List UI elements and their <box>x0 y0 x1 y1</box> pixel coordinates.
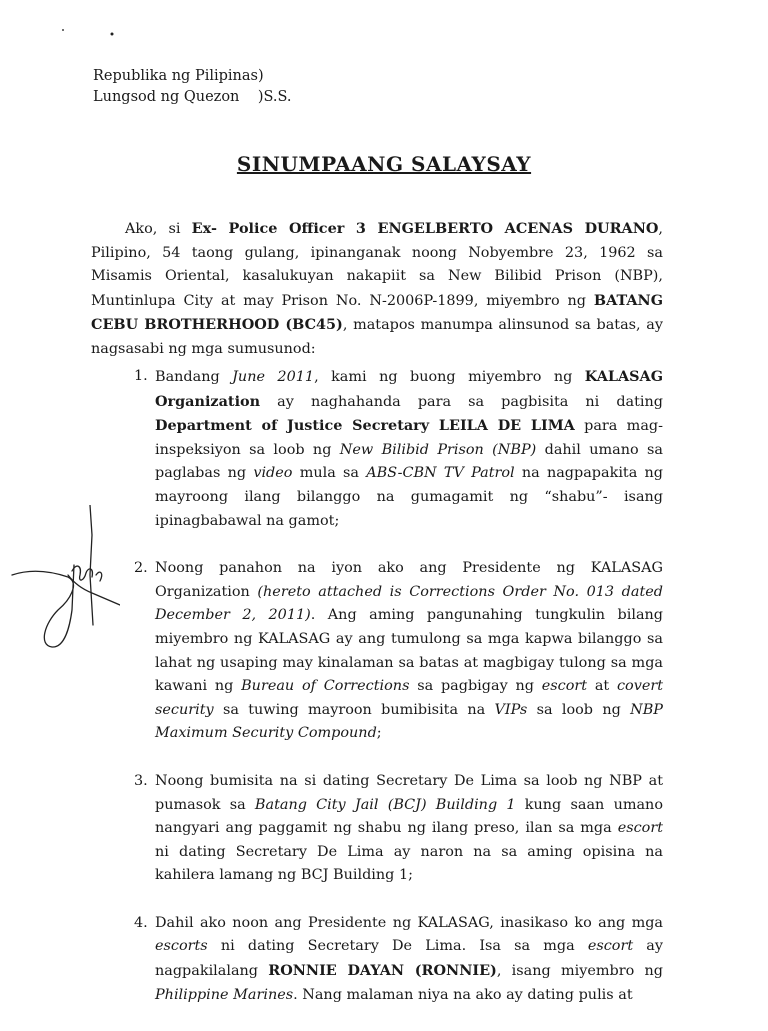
header-line-2: Lungsod ng Quezon )S.S. <box>93 89 292 105</box>
statement-text: Department of Justice Secretary LEILA DE LIMA <box>155 417 575 435</box>
signature-stroke <box>96 572 102 581</box>
statement-text: Bureau of Corrections <box>241 678 410 695</box>
statement-number: 1. <box>134 368 148 384</box>
intro-paragraph <box>91 217 663 362</box>
statement-text: covert security <box>155 678 664 718</box>
signature-stroke <box>72 566 92 580</box>
statement-text: Philippine Marines <box>155 986 294 1003</box>
statement-text: dahil umano sa paglabas ng <box>155 441 663 482</box>
statement-text: . Ang aming pangunahing tungkulin bilang miyembro ng KALASAG ay ang tumulong sa mga kapwa bilanggo sa lahat ng usaping may kinalaman sa batas at magbigay tulong sa mga kawani ng <box>155 607 663 695</box>
scan-specks <box>0 0 768 60</box>
statement-text: VIPs <box>494 701 528 718</box>
gang-name: BATANG CEBU BROTHERHOOD (BC45) <box>91 291 663 334</box>
statement-text: escort <box>587 938 634 955</box>
statement-text: sa loob ng <box>527 701 631 718</box>
intro-text-2: , Pilipino, 54 taong gulang, ipinanganak noong Nobyembre 23, 1962 sa Misamis Oriental, kasalukuyan nakapiit sa New Bilibid Prison (NBP), Muntinlupa City at may Prison No. N-2006P-1899, miyembro ng <box>91 221 663 309</box>
affiant-name: Ex- Police Officer 3 ENGELBERTO ACENAS DURANO <box>191 220 659 237</box>
statement-item <box>122 557 663 746</box>
statement-text: , isang miyembro ng <box>496 963 663 980</box>
signature-stroke <box>12 565 74 647</box>
signature-stroke <box>68 575 120 605</box>
scan-speck <box>62 29 64 31</box>
statement-text: ay naghahanda para sa pagbisita ni dating <box>260 393 663 410</box>
intro-text-3: , matapos manumpa alinsunod sa batas, ay nagsasabi ng mga sumusunod: <box>91 317 663 357</box>
statement-text: . Nang malaman niya na ako ay dating pulis at <box>293 986 633 1003</box>
statement-text: escorts <box>155 938 208 955</box>
statement-text: (hereto attached is Corrections Order No. 013 dated December 2, 2011) <box>155 583 663 624</box>
statement-text: video <box>253 465 293 482</box>
statement-text: escort <box>617 820 663 837</box>
statement-text: New Bilibid Prison (NBP) <box>339 441 537 458</box>
jurisdiction-header <box>93 66 292 108</box>
statement-text: June 2011 <box>232 369 315 385</box>
statement-text: ; <box>376 725 382 742</box>
statement-item <box>122 365 663 533</box>
statement-number: 4. <box>134 914 148 931</box>
statement-text: RONNIE DAYAN (RONNIE) <box>268 962 497 980</box>
numbered-statements <box>122 365 663 1031</box>
statement-item <box>122 770 663 888</box>
statement-text: mula sa <box>292 465 367 482</box>
statement-number: 2. <box>134 560 148 577</box>
handwritten-signature <box>10 505 120 655</box>
statement-number: 3. <box>134 772 148 789</box>
statement-text: ni dating Secretary De Lima ay naron na sa aming opisina na kahilera lamang ng BCJ Building 1; <box>155 843 663 884</box>
statement-text: Bandang <box>155 369 233 385</box>
signature-stroke <box>90 505 93 625</box>
statement-text: para mag-inspeksiyon sa loob ng <box>155 418 663 458</box>
statement-text: Batang City Jail (BCJ) Building 1 <box>254 796 516 813</box>
statement-text: escort <box>541 678 588 695</box>
statement-text: KALASAG Organization <box>155 368 663 410</box>
statement-text: ay nagpakilalang <box>155 938 663 980</box>
statement-text: sa tuwing mayroon bumibisita na <box>213 701 495 718</box>
statement-text: ABS-CBN TV Patrol <box>366 465 515 482</box>
statement-text: at <box>587 678 617 695</box>
scan-speck <box>111 33 114 36</box>
statement-text: Noong panahon na iyon ako ang Presidente ng KALASAG Organization <box>155 560 663 600</box>
statement-text: Dahil ako noon ang Presidente ng KALASAG, inasikaso ko ang mga <box>155 914 663 931</box>
statement-item <box>122 912 663 1007</box>
statement-text: kung saan umano nangyari ang paggamit ng shabu ng ilang preso, ilan sa mga <box>155 796 663 837</box>
document-title: SINUMPAANG SALAYSAY <box>236 152 532 176</box>
intro-text-1: Ako, si <box>125 221 192 237</box>
statement-text: na nagpapakita ng mayroong ilang bilanggo na gumagamit ng “shabu”- isang ipinagbabawal na gamot; <box>155 465 664 529</box>
statement-text: ni dating Secretary De Lima. Isa sa mga <box>207 938 588 955</box>
statement-text: NBP Maximum Security Compound <box>155 701 663 742</box>
header-line-1: Republika ng Pilipinas) <box>93 68 264 84</box>
statement-text: Noong bumisita na si dating Secretary De Lima sa loob ng NBP at pumasok sa <box>155 772 663 813</box>
statement-text: sa pagbigay ng <box>409 678 542 695</box>
statement-text: , kami ng buong miyembro ng <box>314 369 585 385</box>
